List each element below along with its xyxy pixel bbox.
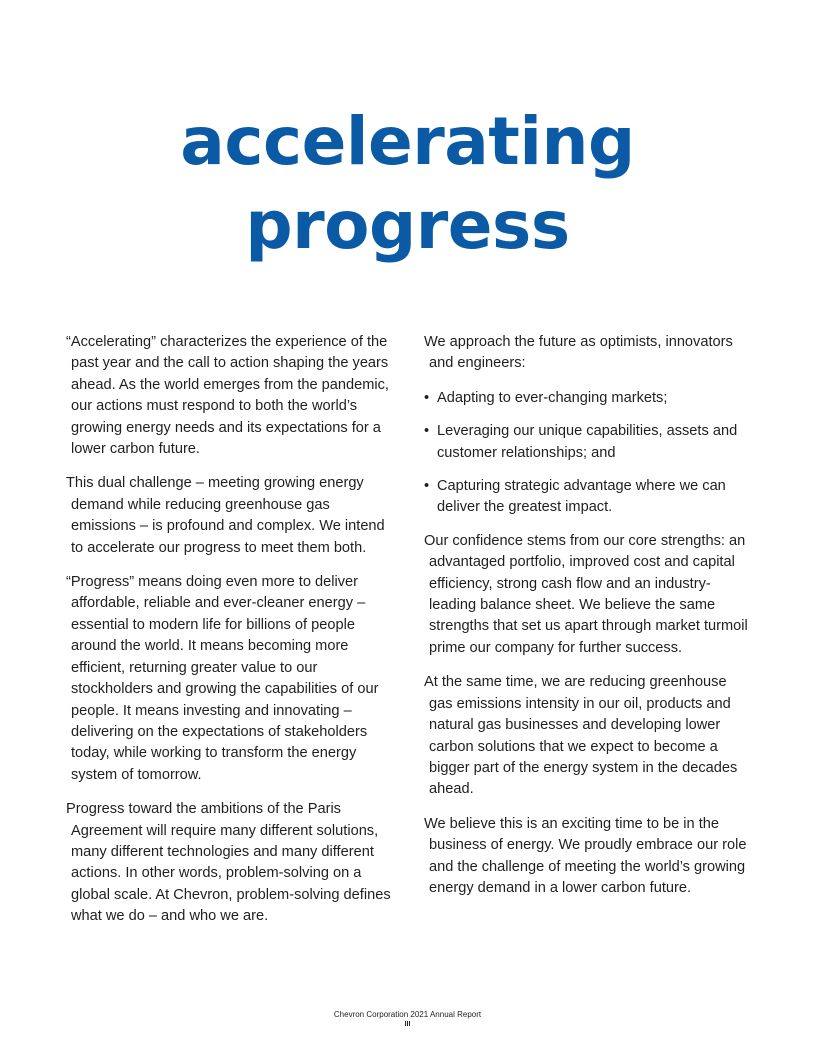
paragraph-approach-intro: We approach the future as optimists, innovators and engineers: [424, 334, 733, 372]
page-footer [0, 1010, 815, 1030]
bullet-icon: • [424, 423, 430, 440]
page-number: III [404, 1021, 411, 1028]
page-title [0, 100, 815, 268]
list-item-text: Adapting to ever-changing markets; [437, 389, 668, 406]
list-item-text: Leveraging our unique capabilities, assets and customer relationships; and [437, 423, 738, 461]
paragraph-dual-challenge: This dual challenge – meeting growing energy demand while reducing greenhouse gas emissions – is profound and complex. We intend to accelerate our progress to meet them both. [66, 475, 385, 556]
right-column [424, 332, 754, 912]
paragraph-progress: “Progress” means doing even more to deliver affordable, reliable and ever-cleaner energy – essential to modern life for billions of people around the world. It means becoming more efficient, returning greater value to our stockholders and growing the capabilities of our people. It means investing and innovating – delivering on the expectations of stakeholders today, while working to transform the energy system of tomorrow. [66, 574, 379, 783]
paragraph-emissions: At the same time, we are reducing greenhouse gas emissions intensity in our oil, products and natural gas businesses and developing lower carbon solutions that we expect to become a bigger part of the energy system in the decades ahead. [424, 674, 738, 798]
paragraph-exciting-time: We believe this is an exciting time to be in the business of energy. We proudly embrace our role and the challenge of meeting the world’s growing energy demand in a lower carbon future. [424, 815, 747, 896]
approach-list [424, 388, 754, 519]
paragraph-accelerating: “Accelerating” characterizes the experience of the past year and the call to action shaping the years ahead. As the world emerges from the pandemic, our actions must respond to both the world’s growing energy needs and its expectations for a lower carbon future. [66, 334, 389, 458]
bullet-icon: • [424, 389, 430, 406]
paragraph-paris-agreement: Progress toward the ambitions of the Paris Agreement will require many different solutions, many different technologies and many different actions. In other words, problem-solving on a global scale. At Chevron, problem-solving defines what we do – and who we are. [66, 801, 391, 925]
list-item [424, 421, 754, 464]
list-item [424, 476, 754, 519]
paragraph-confidence: Our confidence stems from our core strengths: an advantaged portfolio, improved cost and capital efficiency, strong cash flow and an industry-leading balance sheet. We believe the same strengths that set us apart through market turmoil prime our company for further success. [424, 532, 748, 656]
list-item [424, 388, 754, 409]
title-line-1: accelerating [180, 103, 635, 180]
list-item-text: Capturing strategic advantage where we can deliver the greatest impact. [437, 478, 726, 516]
title-line-2: progress [245, 187, 570, 264]
footer-report-title: Chevron Corporation 2021 Annual Report [333, 1010, 482, 1019]
bullet-icon: • [424, 478, 430, 495]
left-column [66, 332, 396, 941]
